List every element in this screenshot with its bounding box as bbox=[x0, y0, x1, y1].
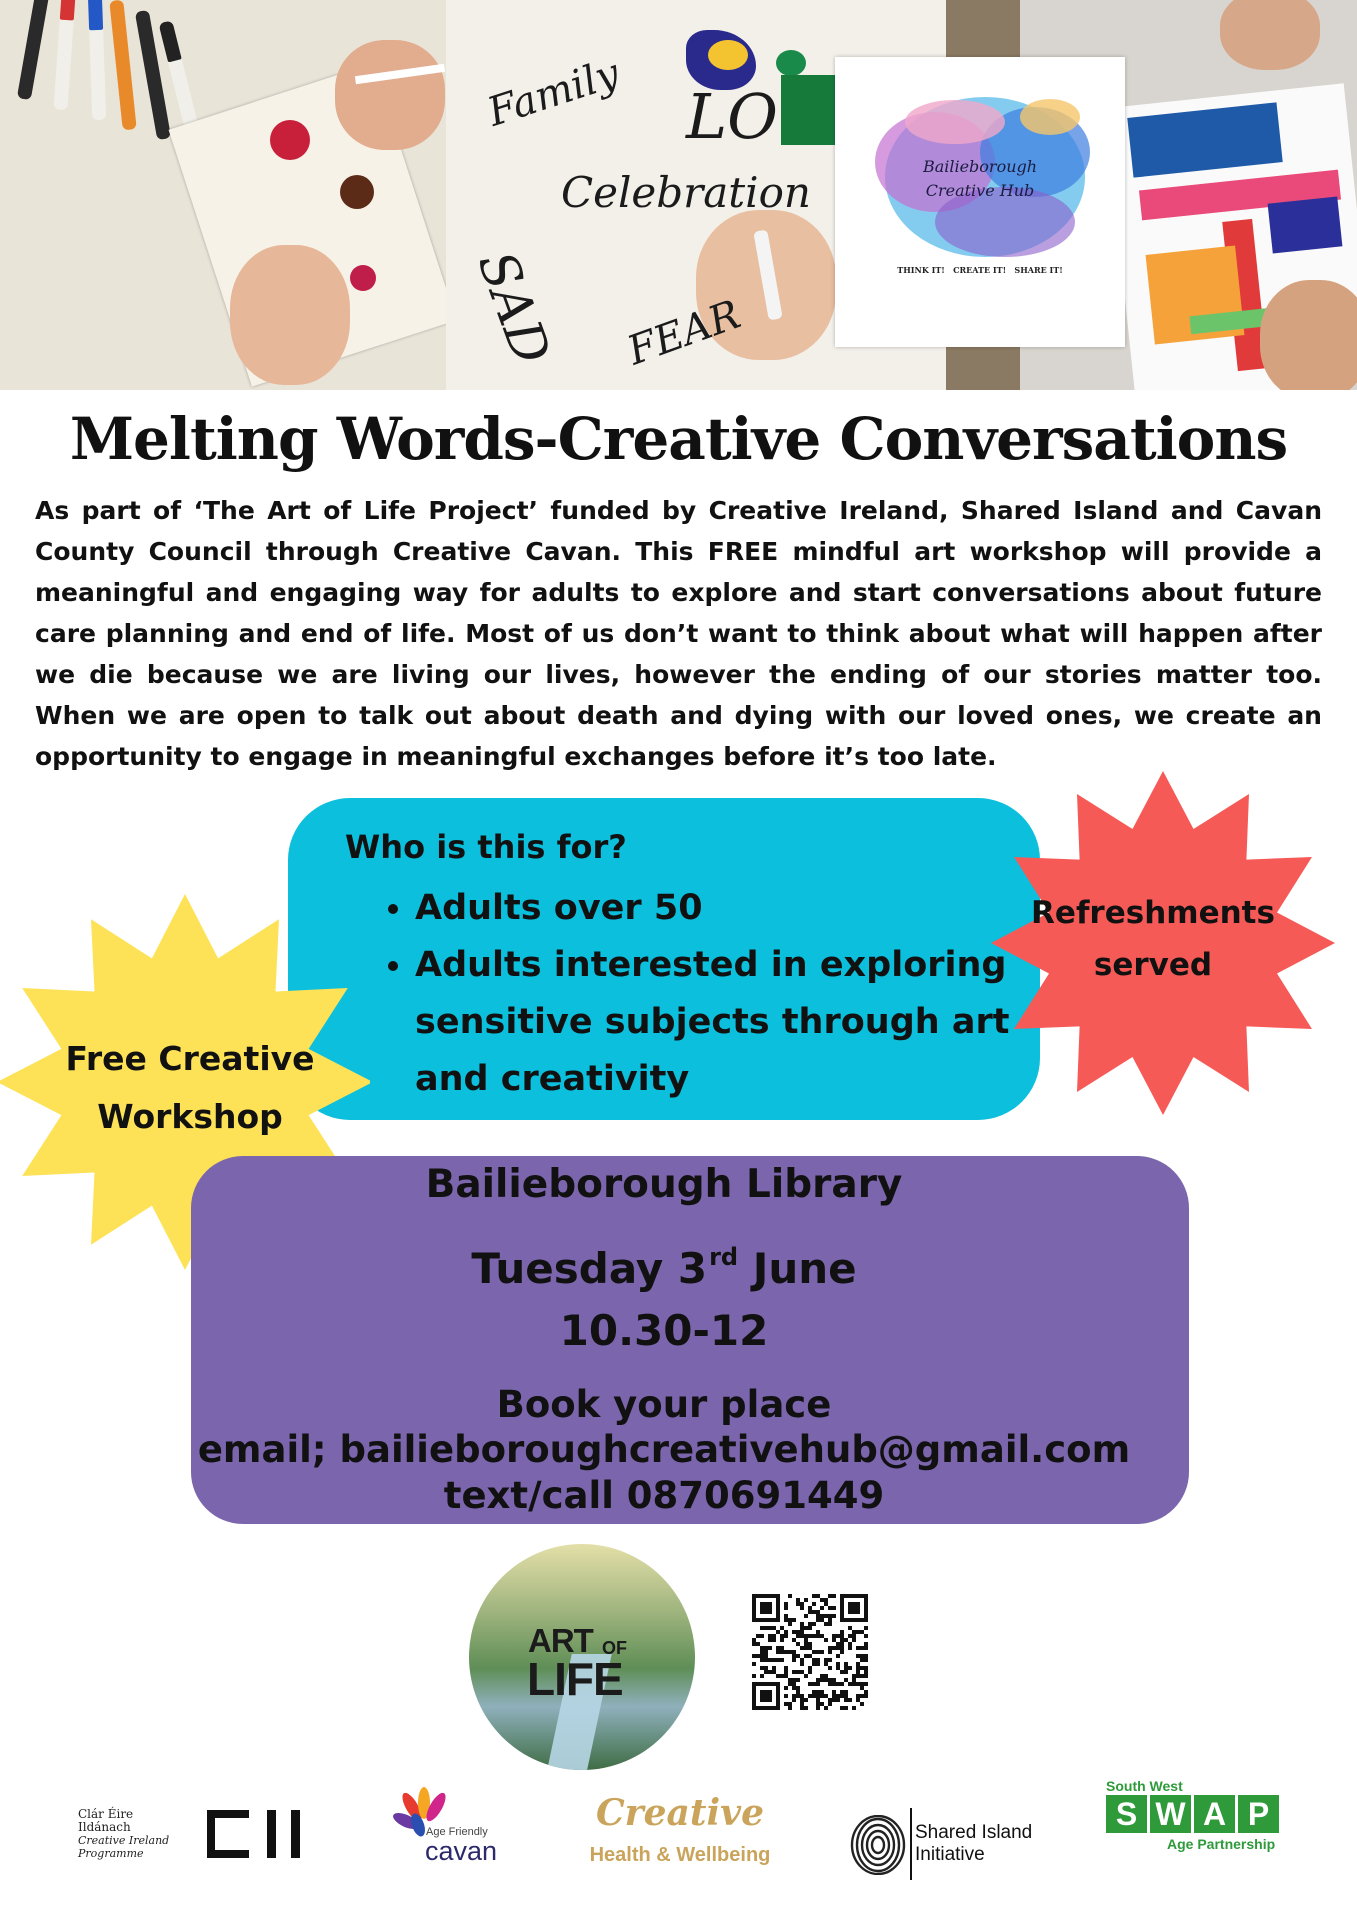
hub-logo-name-2: Creative Hub bbox=[925, 181, 1035, 200]
audience-list bbox=[375, 880, 1055, 1108]
hub-logo bbox=[835, 57, 1125, 347]
creative-ireland-logo-icon bbox=[205, 1810, 303, 1858]
creative-ireland-line3: Programme bbox=[78, 1847, 144, 1860]
booking-phone[interactable]: text/call 0870691449 bbox=[443, 1474, 885, 1517]
swap-letter-s: S bbox=[1106, 1795, 1147, 1833]
art-of-life-life: LIFE bbox=[527, 1653, 623, 1705]
hub-logo-splash bbox=[835, 57, 1125, 347]
word-fear: FEAR bbox=[621, 291, 747, 375]
audience-item-2: • Adults interested in exploring sensitive subjects through art and creativity bbox=[415, 937, 1055, 1108]
audience-title: Who is this for? bbox=[345, 828, 627, 866]
event-date-main: Tuesday 3 bbox=[471, 1244, 708, 1293]
swap-letters bbox=[1106, 1795, 1279, 1833]
hub-logo-tagline: THINK IT! CREATE IT! SHARE IT! bbox=[897, 265, 1063, 275]
word-lo: LO bbox=[686, 80, 779, 153]
page-title: Melting Words-Creative Conversations bbox=[69, 405, 1288, 473]
swap-bottom: Age Partnership bbox=[1167, 1836, 1276, 1852]
word-family: Family bbox=[482, 50, 625, 136]
swap-top: South West bbox=[1106, 1778, 1183, 1794]
hub-logo-name-1: Bailieborough bbox=[922, 157, 1038, 176]
creative-health-title: Creative bbox=[596, 1792, 764, 1834]
shared-island-fingerprint-icon bbox=[850, 1815, 906, 1875]
creative-ireland-line1: Clár Éire Ildánach bbox=[78, 1807, 134, 1834]
audience-item-1: • Adults over 50 bbox=[415, 880, 1055, 937]
event-date bbox=[191, 1243, 1137, 1293]
photo-drawing-markers bbox=[0, 0, 446, 390]
swap-letter-p: P bbox=[1238, 1795, 1279, 1833]
event-time: 10.30-12 bbox=[559, 1306, 769, 1355]
free-workshop-line2: Workshop bbox=[97, 1097, 283, 1136]
qr-code[interactable] bbox=[752, 1594, 868, 1710]
art-of-life-art: ART bbox=[528, 1622, 593, 1659]
intro-paragraph: As part of ‘The Art of Life Project’ funded by Creative Ireland, Shared Island and Cavan County Council through Creative Cavan. This FREE mindful art workshop will provide a meaningful and engaging way for adults to explore and start conversations about future care planning and end of life. Most of us don’t want to think about what will happen after we die because we are living our lives, however the ending of our stories matter too. When we are open to talk out about death and dying with our loved ones, we create an opportunity to engage in meaningful exchanges before it’s too late. bbox=[35, 496, 1322, 771]
word-sad: SAD bbox=[465, 243, 562, 373]
swap-letter-a: A bbox=[1194, 1795, 1235, 1833]
shared-island-line1: Shared Island bbox=[915, 1822, 1033, 1843]
event-date-month: June bbox=[752, 1244, 857, 1293]
creative-health-subtitle: Health & Wellbeing bbox=[589, 1844, 771, 1866]
refreshments-line1: Refreshments bbox=[1031, 895, 1275, 931]
creative-ireland-line2: Creative Ireland bbox=[78, 1834, 170, 1847]
refreshments-line2: served bbox=[1093, 947, 1213, 983]
age-friendly-cavan: cavan bbox=[425, 1836, 498, 1866]
shared-island-divider bbox=[910, 1808, 912, 1880]
booking-email[interactable]: email; bailieboroughcreativehub@gmail.com bbox=[197, 1428, 1131, 1471]
event-venue: Bailieborough Library bbox=[425, 1162, 903, 1207]
shared-island-line2: Initiative bbox=[915, 1844, 985, 1865]
free-workshop-line1: Free Creative bbox=[65, 1039, 315, 1078]
book-heading: Book your place bbox=[496, 1383, 832, 1426]
swap-letter-w: W bbox=[1150, 1795, 1191, 1833]
refreshments-badge bbox=[1008, 887, 1298, 991]
word-celebration: Celebration bbox=[561, 168, 811, 217]
age-friendly-small: Age Friendly bbox=[426, 1826, 488, 1838]
creative-ireland-text bbox=[78, 1808, 188, 1860]
free-workshop-badge bbox=[45, 1030, 335, 1146]
art-of-life-of: OF bbox=[602, 1638, 627, 1658]
event-date-suffix: rd bbox=[709, 1243, 739, 1271]
